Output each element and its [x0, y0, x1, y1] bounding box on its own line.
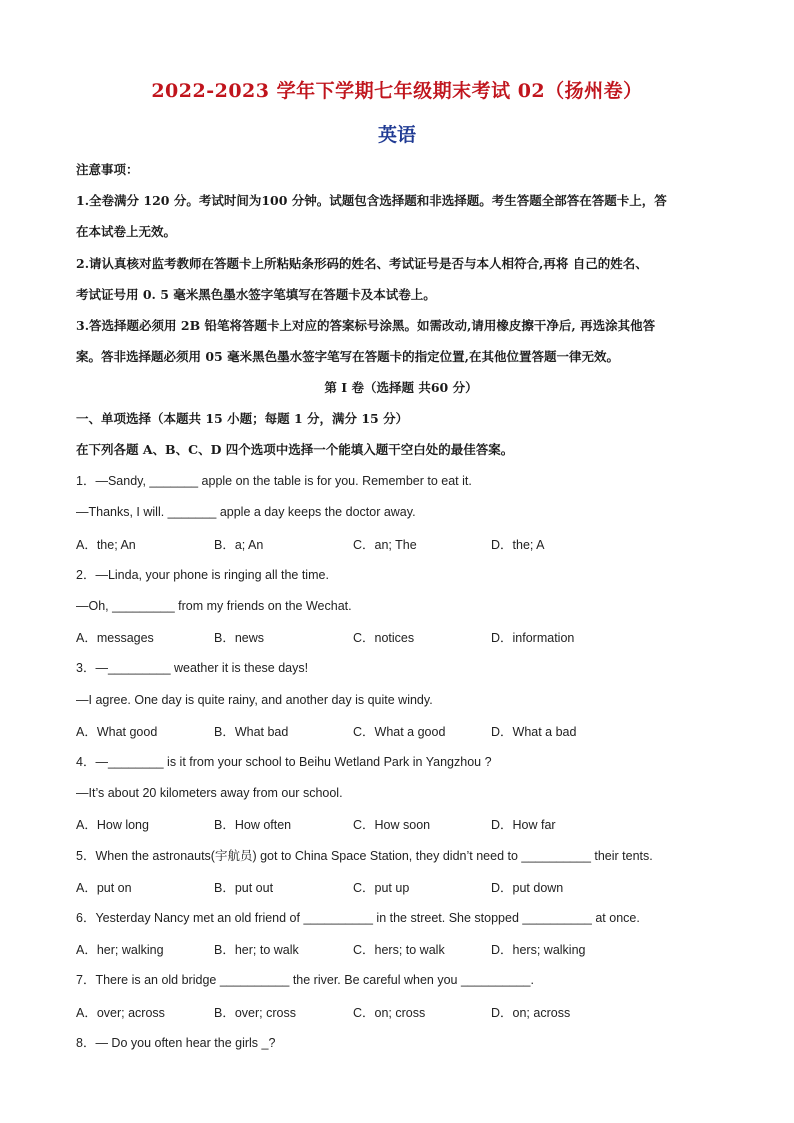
option-c: C．put up	[353, 881, 410, 895]
option-d: D．What a bad	[491, 725, 577, 739]
question-1-stem: 1．—Sandy, _______ apple on the table is for you. Remember to eat it.	[76, 474, 472, 488]
option-d: D．put down	[491, 881, 564, 895]
option-b: B．news	[214, 631, 265, 645]
option-c: C．How soon	[353, 818, 431, 832]
notes-line-4: 考试证号用 0. 5 毫米黑色墨水签字笔填写在答题卡及本试卷上。	[76, 287, 436, 302]
question-3-stem: 3．—_________ weather it is these days!	[76, 661, 309, 675]
question-7-options	[76, 1003, 726, 1021]
option-d: D．the; A	[491, 538, 545, 552]
notes-line-1: 1.全卷满分 120 分。考试时间为100 分钟。试题包含选择题和非选择题。考生答题全部答在答题卡上，答	[76, 193, 667, 208]
question-7-stem: 7．There is an old bridge __________ the river. Be careful when you __________.	[76, 973, 534, 987]
exam-subject: 英语	[377, 124, 416, 146]
option-d: D．on; across	[491, 1006, 571, 1020]
question-4-options	[76, 815, 726, 833]
question-3-reply: —I agree. One day is quite rainy, and another day is quite windy.	[76, 693, 433, 707]
question-3-options	[76, 722, 726, 740]
option-b: B．a; An	[214, 538, 264, 552]
exam-title: 2022-2023 学年下学期七年级期末考试 02（扬州卷）	[151, 80, 643, 102]
option-a: A．What good	[76, 725, 158, 739]
option-a: A．put on	[76, 881, 132, 895]
option-d: D．information	[491, 631, 575, 645]
option-c: C．on; cross	[353, 1006, 426, 1020]
question-2-reply: —Oh, _________ from my friends on the Wechat.	[76, 599, 352, 613]
notes-line-5: 3.答选择题必须用 2B 铅笔将答题卡上对应的答案标号涂黑。如需改动,请用橡皮擦干净后, 再选涂其他答	[76, 318, 656, 333]
notes-line-2: 在本试卷上无效。	[76, 224, 177, 239]
notes-line-6: 案。答非选择题必须用 05 毫米黑色墨水签字笔写在答题卡的指定位置,在其他位置答题一律无效。	[76, 349, 619, 364]
option-d: D．How far	[491, 818, 556, 832]
section-heading: 一、单项选择（本题共 15 小题；每题 1 分，满分 15 分）	[76, 411, 409, 426]
notes-heading: 注意事项：	[76, 162, 139, 177]
option-a: A．her; walking	[76, 943, 164, 957]
option-b: B．put out	[214, 881, 274, 895]
option-c: C．an; The	[353, 538, 417, 552]
option-d: D．hers; walking	[491, 943, 586, 957]
option-c: C．What a good	[353, 725, 446, 739]
option-b: B．her; to walk	[214, 943, 299, 957]
question-6-stem: 6．Yesterday Nancy met an old friend of __________ in the street. She stopped __________ at once.	[76, 911, 640, 925]
question-8-stem: 8．— Do you often hear the girls _?	[76, 1036, 276, 1050]
section-instruction: 在下列各题 A、B、C、D 四个选项中选择一个能填入题干空白处的最佳答案。	[76, 442, 514, 457]
question-4-reply: —It’s about 20 kilometers away from our school.	[76, 786, 343, 800]
question-1-reply: —Thanks, I will. _______ apple a day keeps the doctor away.	[76, 505, 416, 519]
part-heading: 第 I 卷（选择题 共60 分）	[324, 380, 478, 395]
option-a: A．the; An	[76, 538, 136, 552]
option-c: C．notices	[353, 631, 415, 645]
question-2-stem: 2．—Linda, your phone is ringing all the time.	[76, 568, 329, 582]
question-6-options	[76, 940, 726, 958]
option-a: A．over; across	[76, 1006, 165, 1020]
question-5-stem: 5．When the astronauts(宇航员) got to China Space Station, they didn’t need to __________ their tents.	[76, 849, 653, 863]
notes-line-3: 2.请认真核对监考教师在答题卡上所粘贴条形码的姓名、考试证号是否与本人相符合,再将 自己的姓名、	[76, 256, 648, 271]
option-b: B．over; cross	[214, 1006, 296, 1020]
option-a: A．How long	[76, 818, 149, 832]
question-4-stem: 4．—________ is it from your school to Beihu Wetland Park in Yangzhou ?	[76, 755, 492, 769]
question-5-options	[76, 878, 726, 896]
question-1-options	[76, 535, 726, 553]
option-c: C．hers; to walk	[353, 943, 445, 957]
option-b: B．What bad	[214, 725, 289, 739]
option-b: B．How often	[214, 818, 292, 832]
question-2-options	[76, 628, 726, 646]
option-a: A．messages	[76, 631, 154, 645]
